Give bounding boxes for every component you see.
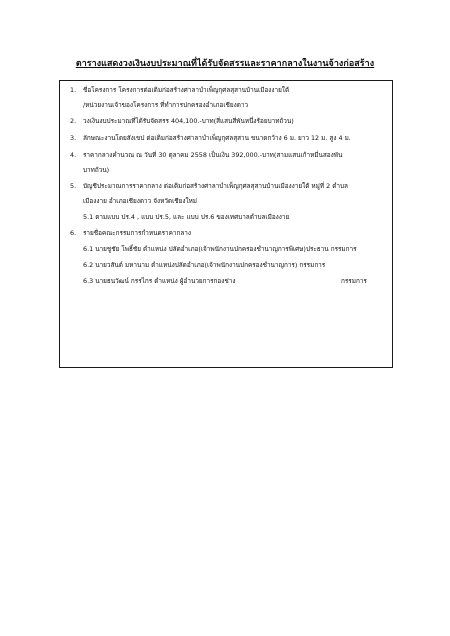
item-line: บาทถ้วน) bbox=[83, 166, 110, 174]
item-line: /หน่วยงานเจ้าของโครงการ ที่ทำการปกครองอำเภอเชียงดาว bbox=[83, 101, 249, 109]
committee-member-line: 6.2 นายวสันต์ มหานาม ตำแหน่งปลัดอำเภอ(เจ้าพนักงานปกครองชำนาญการ) กรรมการ bbox=[83, 261, 326, 269]
committee-member-line: 6.1 นายชูชัย โพธิ์ชัย ตำแหน่ง ปลัดอำเภอ(เจ้าพนักงานปกครองชำนาญการพิเศษ)ประธาน กรรมการ bbox=[83, 245, 357, 253]
item-line: ราคากลางคำนวณ ณ วันที่ 30 ตุลาคม 2558 เป็นเงิน 392,000.-บาท(สามแสนเก้าหมื่นสองพัน bbox=[83, 151, 343, 159]
item-number: 1. bbox=[70, 86, 77, 94]
item-line: รายชื่อคณะกรรมการกำหนดราคากลาง bbox=[83, 229, 191, 237]
item-line: เมืองงาย อำเภอเชียงดาว จังหวัดเชียงใหม่ bbox=[83, 197, 197, 205]
item-line: 5.1 ตามแบบ ปร.4 , แบบ ปร.5, และ แบบ ปร.6 ของเทศบาลตำบลเมืองงาย bbox=[83, 213, 290, 221]
committee-member-line: 6.3 นายธนวัฒน์ กรรไกร ตำแหน่ง ผู้อำนวยการกองช่าง bbox=[83, 277, 236, 285]
item-line: ชื่อโครงการ โครงการต่อเติมก่อสร้างศาลาบำเพ็ญกุศลสุสานบ้านเมืองงายใต้ bbox=[83, 86, 290, 94]
item-number: 4. bbox=[70, 151, 77, 159]
item-line: วงเงินงบประมาณที่ได้รับจัดสรร 404,100.-บาท(สี่แสนสี่พันหนึ่งร้อยบาทถ้วน) bbox=[83, 117, 294, 125]
page-title: ตารางแสดงวงเงินงบประมาณที่ได้รับจัดสรรและราคากลางในงานจ้างก่อสร้าง bbox=[75, 59, 375, 69]
item-line: ลักษณะงานโดยสังเขป ต่อเติมก่อสร้างศาลาบำเพ็ญกุศลสุสาน ขนาดกว้าง 6 ม. ยาว 12 ม. สูง 4 ม. bbox=[83, 134, 351, 142]
item-line: บัญชีประมาณการราคากลาง ต่อเติมก่อสร้างศาลาบำเพ็ญกุศลสุสานบ้านเมืองงายใต้ หมู่ที่ 2 ตำบล bbox=[83, 182, 348, 190]
item-number: 3. bbox=[70, 134, 77, 142]
committee-role: กรรมการ bbox=[341, 277, 367, 285]
item-number: 2. bbox=[70, 117, 77, 125]
item-number: 6. bbox=[70, 229, 77, 237]
item-number: 5. bbox=[70, 182, 77, 190]
